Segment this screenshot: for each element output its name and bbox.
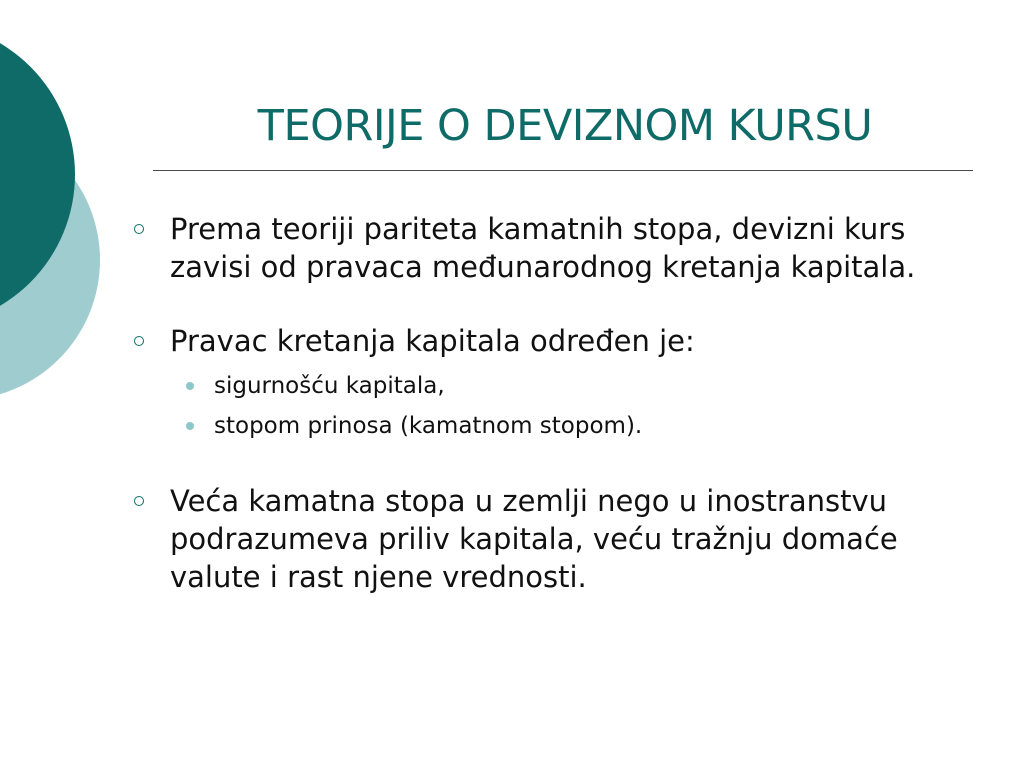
title-divider	[153, 170, 973, 171]
sub-bullet-list	[170, 366, 988, 446]
bullet-list	[128, 210, 988, 596]
filled-dot-bullet-icon	[186, 382, 194, 390]
bullet-text: Pravac kretanja kapitala određen je:	[170, 324, 695, 358]
hollow-circle-bullet-icon	[134, 336, 144, 346]
hollow-circle-bullet-icon	[134, 496, 144, 506]
sub-bullet-item	[170, 366, 988, 406]
sub-bullet-item	[170, 406, 988, 446]
slide-title: TEORIJE O DEVIZNOM KURSU	[257, 101, 873, 151]
hollow-circle-bullet-icon	[134, 224, 144, 234]
bullet-item	[128, 322, 988, 446]
bullet-text: Prema teoriji pariteta kamatnih stopa, devizni kurs zavisi od pravaca međunarodnog kretanja kapitala.	[170, 212, 916, 284]
sub-bullet-text: stopom prinosa (kamatnom stopom).	[214, 413, 643, 439]
bullet-item	[128, 210, 988, 286]
bullet-item	[128, 482, 988, 596]
sub-bullet-text: sigurnošću kapitala,	[214, 373, 445, 399]
bullet-text: Veća kamatna stopa u zemlji nego u inostranstvu podrazumeva priliv kapitala, veću tražnju domaće valute i rast njene vrednosti.	[170, 484, 898, 594]
filled-dot-bullet-icon	[186, 422, 194, 430]
